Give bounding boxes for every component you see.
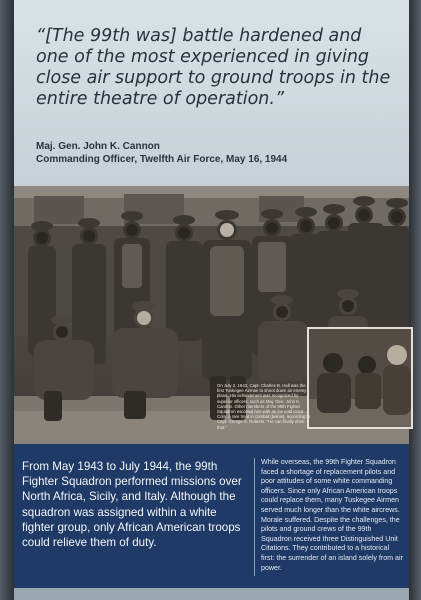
exhibit-panel: [14, 0, 409, 600]
panel-base-strip: [14, 588, 409, 600]
description-detail-text: While overseas, the 99th Fighter Squadron faced a shortage of replacement pilots and poor attitudes of some white commanding officers. Since only African American troops could replace them, many Tuskegee Airmen served much longer than the white aircrews. Morale suffered. Despite the challenges, the pilots and ground crews of the 99th Squadron received three Distinguished Unit Citations. They contributed to a historical first: the surrender of an island solely from air power.: [261, 458, 403, 572]
photo-caption: On July 2, 1943, Capt. Charles B. Hall was the first Tuskegee Airman to shoot down an enemy plane. His achievement was recognized by superior officers, such as Maj. Gen. John K. Cannon. Other members of the 99th Fighter Squadron escorted him with an ice cold Coca Cola, a rare treat in combat (below), according to Capt. George S. Roberts. “He can finally drink that.”: [217, 383, 311, 430]
display-frame-left: [0, 0, 14, 600]
display-frame-right: [409, 0, 421, 600]
quote-author-title: Commanding Officer, Twelfth Air Force, May 16, 1944: [36, 154, 288, 165]
quote-attribution: [36, 140, 396, 166]
inset-photo-image: [309, 329, 411, 427]
quote-text: “[The 99th was] battle hardened and one of the most experienced in giving close air support to ground troops in the entire theatre of operation.”: [36, 26, 391, 109]
inset-photo: [307, 327, 413, 429]
description-section: [14, 444, 409, 600]
description-divider: [254, 458, 255, 576]
quote-author: Maj. Gen. John K. Cannon: [36, 141, 160, 152]
quote-section: [14, 0, 409, 186]
description-main-text: From May 1943 to July 1944, the 99th Fighter Squadron performed missions over North Africa, Sicily, and Italy. Although the squadron was assigned within a white fighter group, only African American troops could relieve them of duty.: [22, 460, 242, 550]
